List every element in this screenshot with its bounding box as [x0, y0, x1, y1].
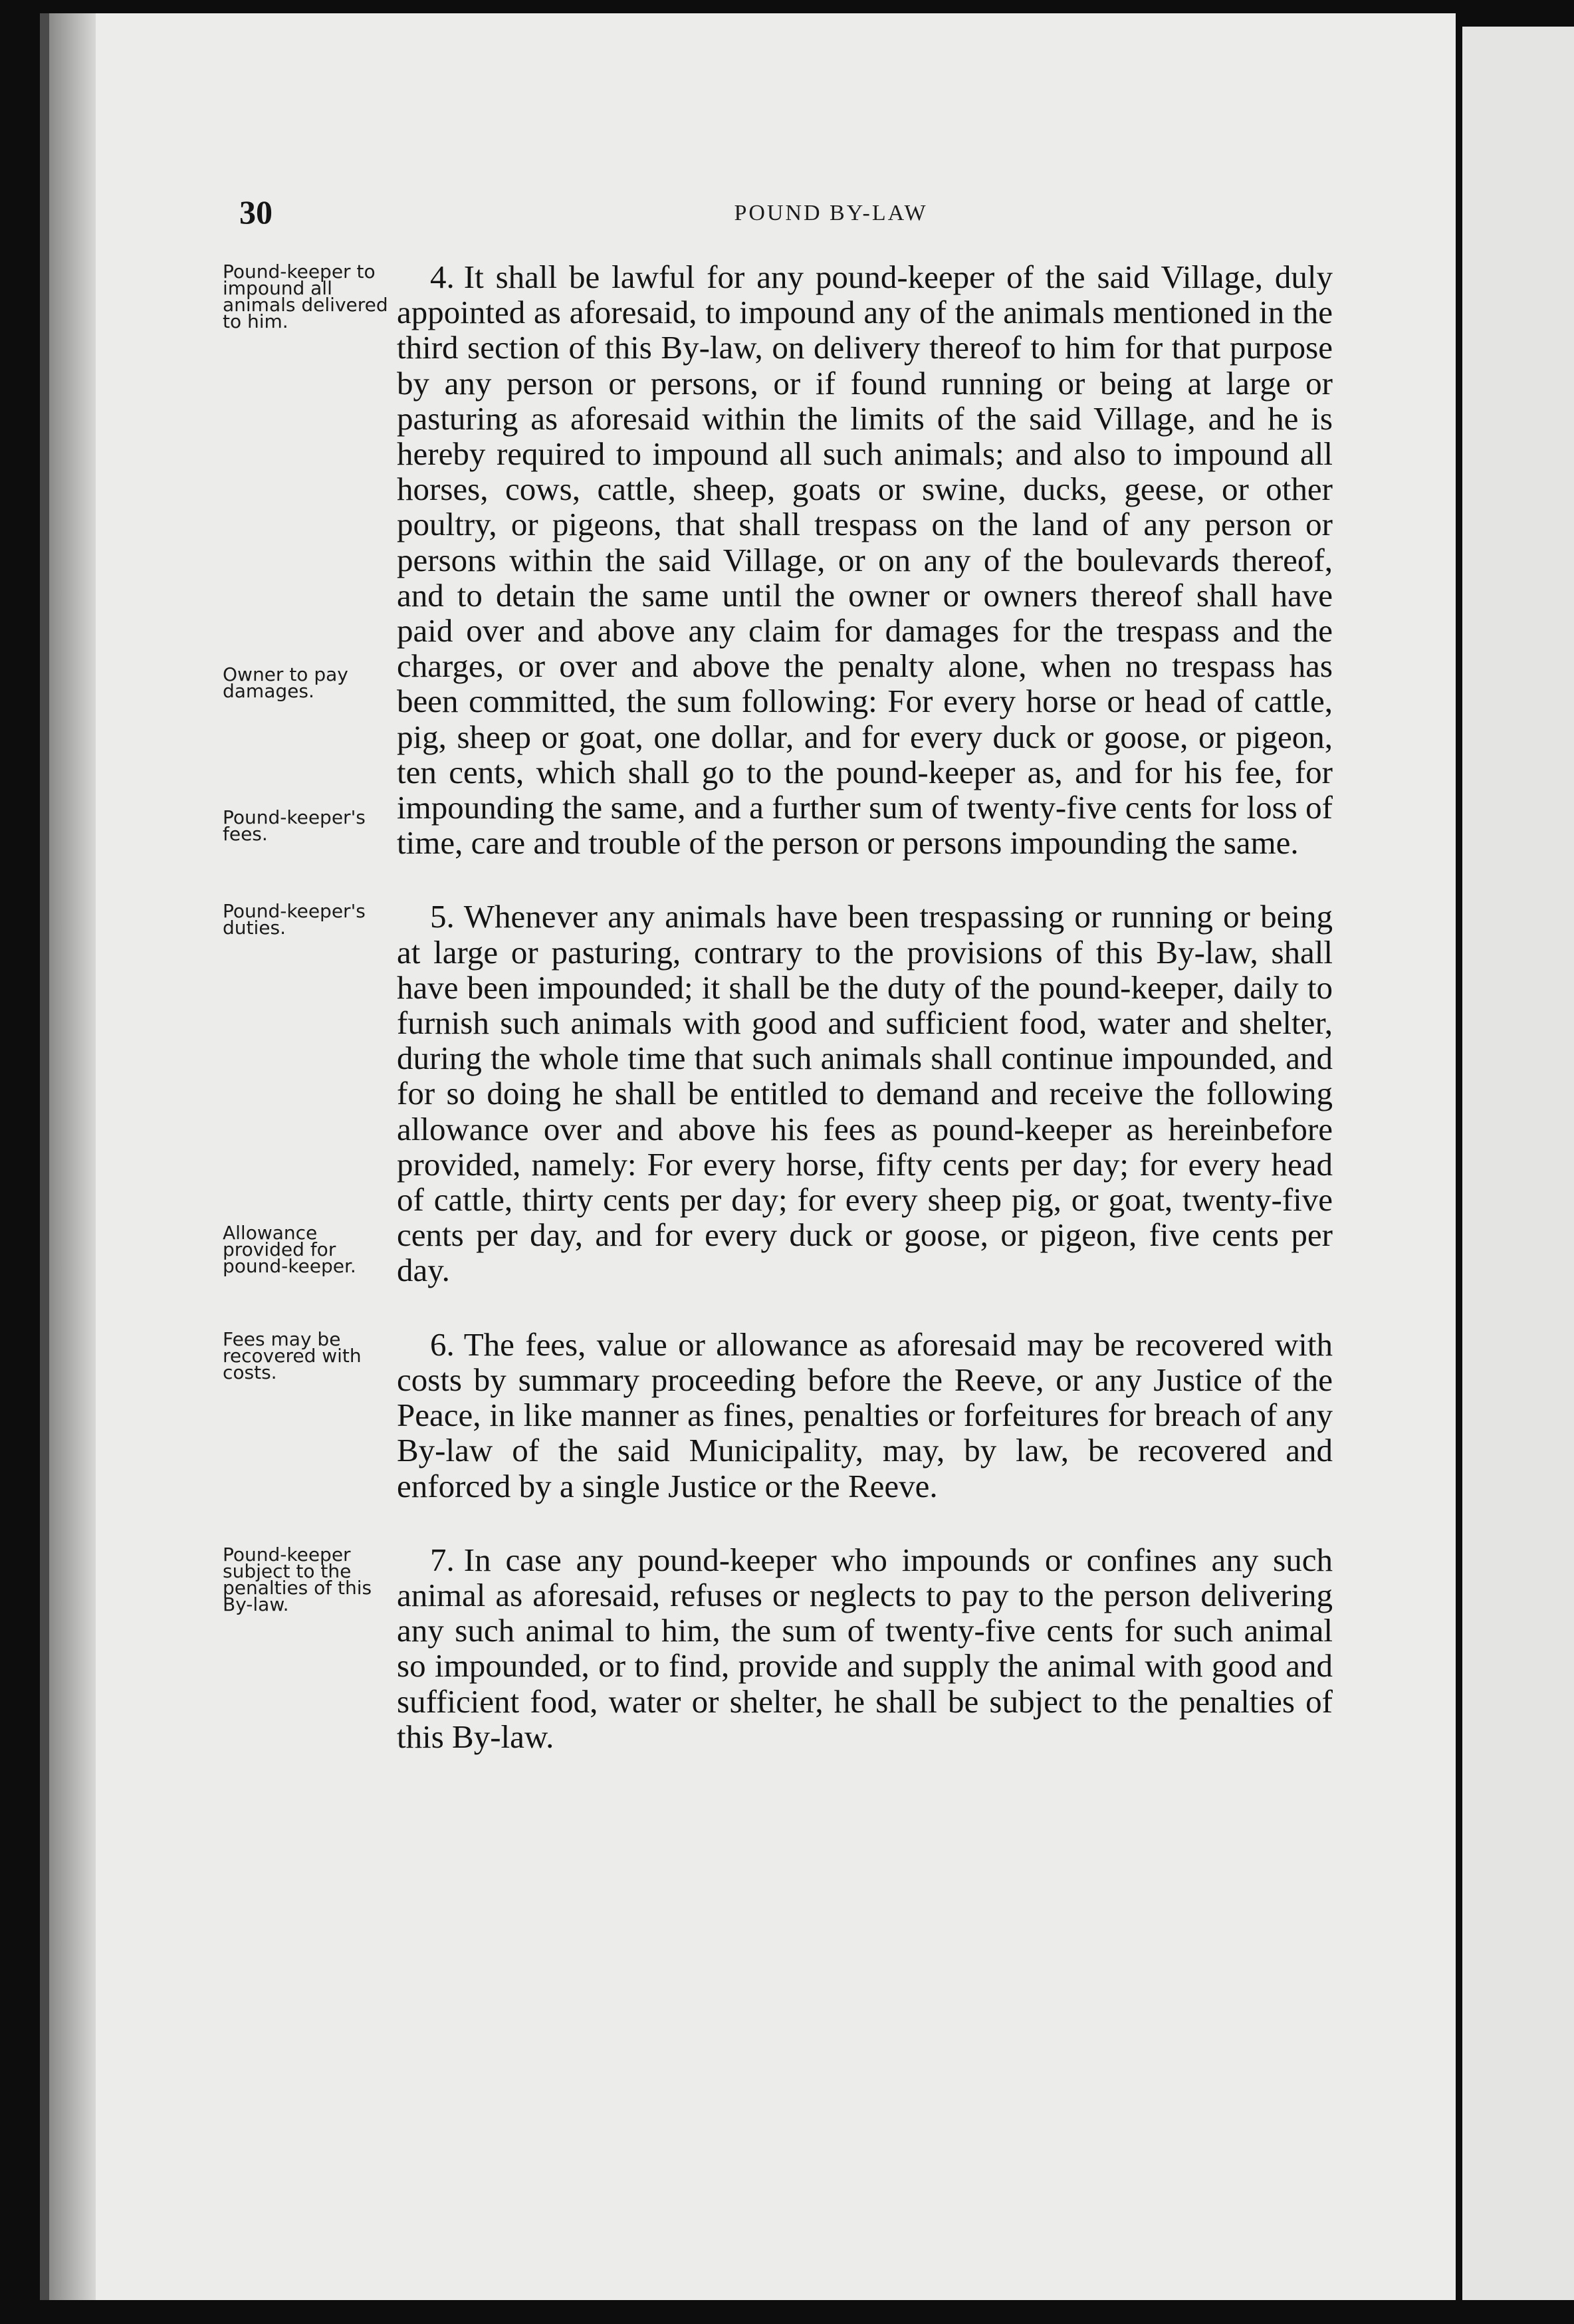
section-number: 7. — [430, 1541, 455, 1578]
facing-page-edge — [1462, 27, 1574, 2300]
marginal-note: Pound-keeper's duties. — [223, 900, 366, 939]
section-text — [397, 899, 1333, 1288]
section-7 — [223, 1542, 1333, 1754]
section-body: The fees, value or allowance as aforesaid may be recovered with costs by summary proceeding before the Reeve, or any Justice of the Peace, in like manner as fines, penalties or forfeitures for breach of any By-law of the said Municipality, may, by law, be recovered and enforced by a single Justice or the Reeve. — [397, 1326, 1333, 1504]
marginal-note: Owner to pay damages. — [223, 663, 348, 702]
section-5 — [223, 899, 1333, 1288]
marginal-note: Pound-keeper subject to the penalties of this By-law. — [223, 1543, 372, 1615]
section-4 — [223, 259, 1333, 860]
section-number: 4. — [430, 259, 455, 295]
section-text — [397, 1327, 1333, 1504]
section-6 — [223, 1327, 1333, 1504]
running-title: POUND BY-LAW — [734, 201, 928, 225]
section-text — [397, 1542, 1333, 1754]
marginal-note: Pound-keeper to impound all animals delivered to him. — [223, 261, 388, 332]
marginal-note: Allowance provided for pound-keeper. — [223, 1222, 356, 1278]
by-law-sections — [223, 259, 1333, 1793]
page-number: 30 — [239, 193, 273, 231]
section-number: 6. — [430, 1326, 455, 1363]
section-number: 5. — [430, 898, 455, 935]
running-head — [239, 193, 1422, 233]
section-body: Whenever any animals have been trespassing or running or being at large or pasturing, contrary to the provisions of this By-law, shall have been impounded; it shall be the duty of the pound-keeper, daily to furnish such animals with good and sufficient food, water and shelter, during the whole time that such animals shall continue impounded, and for so doing he shall be entitled to demand and receive the following allowance over and above his fees as pound-keeper as hereinbefore provided, namely: For every horse, fifty cents per day; for every head of cattle, thirty cents per day; for every sheep pig, or goat, twenty-five cents per day, and for every duck or goose, or pigeon, five cents per day. — [397, 898, 1333, 1289]
section-text — [397, 259, 1333, 860]
section-body: It shall be lawful for any pound-keeper of the said Village, duly appointed as aforesaid, to impound any of the animals mentioned in the third section of this By-law, on delivery thereof to him for that purpose by any person or persons, or if found running or being at large or pasturing as aforesaid within the limits of the said Village, and he is hereby required to impound all such animals; and also to impound all horses, cows, cattle, sheep, goats or swine, ducks, geese, or other poultry, or pigeons, that shall trespass on the land of any person or persons within the said Village, or on any of the boulevards thereof, and to detain the same until the owner or owners thereof shall have paid over and above any claim for damages for the trespass and the charges, or over and above the penalty alone, when no trespass has been committed, the sum following: For every horse or head of cattle, pig, sheep or goat, one dollar, and for every duck or goose, or pigeon, ten cents, which shall go to the pound-keeper as, and for his fee, for impounding the same, and a further sum of twenty-five cents for loss of time, care and trouble of the person or persons impounding the same. — [397, 259, 1333, 862]
marginal-note: Fees may be recovered with costs. — [223, 1328, 362, 1383]
marginal-note: Pound-keeper's fees. — [223, 806, 366, 845]
section-body: In case any pound-keeper who impounds or confines any such animal as aforesaid, refuses or neglects to pay to the person delivering any such animal to him, the sum of twenty-five cents for such animal so impounded, or to find, provide and supply the animal with good and sufficient food, water or shelter, he shall be subject to the penalties of this By-law. — [397, 1541, 1333, 1755]
